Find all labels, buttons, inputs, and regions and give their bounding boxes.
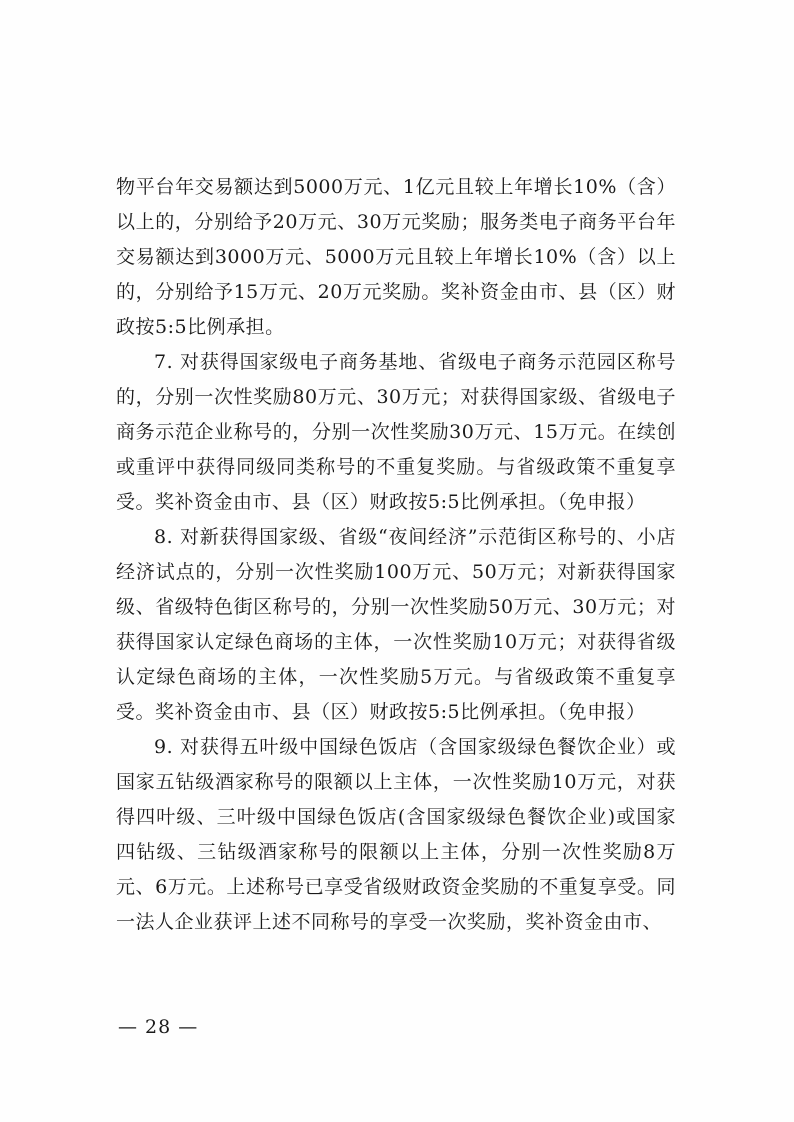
- document-body: [116, 170, 676, 940]
- paragraph-continuation: 物平台年交易额达到5000万元、1亿元且较上年增长10%（含）以上的，分别给予20万元、30万元奖励；服务类电子商务平台年交易额达到3000万元、5000万元且较上年增长10%（含）以上的，分别给予15万元、20万元奖励。奖补资金由市、县（区）财政按5:5比例承担。: [116, 176, 676, 338]
- paragraph-item-8: 8. 对新获得国家级、省级“夜间经济”示范街区称号的、小店经济试点的，分别一次性奖励100万元、50万元；对新获得国家级、省级特色街区称号的，分别一次性奖励50万元、30万元；对获得国家认定绿色商场的主体，一次性奖励10万元；对获得省级认定绿色商场的主体，一次性奖励5万元。与省级政策不重复享受。奖补资金由市、县（区）财政按5:5比例承担。（免申报）: [116, 526, 676, 723]
- paragraph-item-9: 9. 对获得五叶级中国绿色饭店（含国家级绿色餐饮企业）或国家五钻级酒家称号的限额以上主体，一次性奖励10万元，对获得四叶级、三叶级中国绿色饭店(含国家级绿色餐饮企业)或国家四钻级、三钻级酒家称号的限额以上主体，分别一次性奖励8万元、6万元。上述称号已享受省级财政资金奖励的不重复享受。同一法人企业获评上述不同称号的享受一次奖励，奖补资金由市、: [116, 736, 676, 933]
- page-number: — 28 —: [118, 1016, 199, 1038]
- paragraph-item-7: 7. 对获得国家级电子商务基地、省级电子商务示范园区称号的，分别一次性奖励80万元、30万元；对获得国家级、省级电子商务示范企业称号的，分别一次性奖励30万元、15万元。在续创或重评中获得同级同类称号的不重复奖励。与省级政策不重复享受。奖补资金由市、县（区）财政按5:5比例承担。（免申报）: [116, 351, 676, 513]
